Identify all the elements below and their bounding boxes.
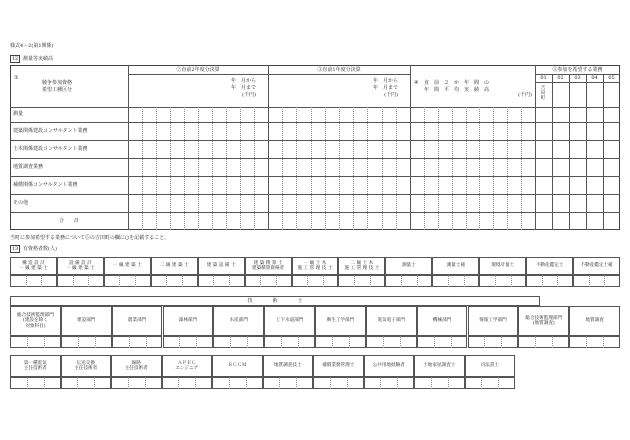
qual-row1-label-4: 建 築 設 備 士 [206, 263, 236, 269]
qual-row2-label-3: 森林部門 [178, 318, 198, 324]
qual-row2-count-7[interactable] [366, 336, 417, 348]
qual-row1-label-2: 一 級 建 築 士 [112, 263, 142, 269]
col3-from: 年 月から [372, 78, 398, 84]
qual-row1-count-11[interactable] [526, 275, 573, 287]
qual-row3-count-4[interactable] [212, 377, 263, 389]
qual-row1-label-12: 不動産鑑定士補 [580, 263, 613, 269]
section12-note: 当町に参加希望する業務について⑤の吉田町の欄に○を記載すること。 [10, 235, 170, 241]
row-label-other: その他 [13, 200, 29, 206]
qual-row1-count-5[interactable] [245, 275, 292, 287]
qual-row1-label-11: 不動産鑑定士 [535, 263, 564, 269]
gijutsushi-header: 技 術 士 [247, 298, 303, 304]
qual-row2-label-9: 情報工学部門 [479, 318, 507, 324]
section12-title: 測量等実績高 [23, 56, 54, 62]
row-label-survey: 測量 [13, 111, 24, 117]
qual-row3-label-2: 線路 主任技術者 [124, 360, 148, 371]
qual-row1-count-3[interactable] [151, 275, 198, 287]
col5-num-03: 03 [574, 75, 581, 81]
section13-number: 13 [11, 246, 19, 252]
qual-row2-label-5: 上下水道部門 [275, 318, 304, 324]
qual-row2-count-0[interactable] [10, 336, 61, 348]
row-label-arch-consultant: 建築関係建設コンサルタント業務 [13, 128, 88, 134]
col3-to: 年 月まで [372, 85, 398, 91]
qual-row3-label-7: 公共用地経験者 [372, 363, 405, 369]
qual-row1-count-1[interactable] [57, 275, 104, 287]
qual-row1-label-3: 二 級 建 築 士 [159, 263, 189, 269]
qual-row3-label-8: 土地家屋調査士 [423, 363, 456, 369]
qual-row2-label-11: 地質調査 [585, 318, 604, 324]
qual-row2-label-4: 水産部門 [229, 318, 248, 324]
qual-row3-label-9: 司法書士 [480, 363, 499, 369]
qual-row1-count-7[interactable] [338, 275, 385, 287]
section13-title: 有資格者数(人) [23, 246, 57, 252]
col5-num-01: 01 [540, 75, 547, 81]
qual-row1-label-1: 設 備 設 計 一 級 建 築 士 [65, 260, 95, 271]
qual-row2-count-8[interactable] [417, 336, 468, 348]
row-label-compensation: 補償関係コンサルタント業務 [13, 182, 78, 188]
col4-label-2: 年 間 平 均 実 績 高 [424, 87, 490, 93]
qual-row3-count-2[interactable] [111, 377, 162, 389]
qual-row3-count-8[interactable] [414, 377, 465, 389]
qual-row3-label-3: ＡＰＥＣ エンジニア [175, 360, 199, 371]
qual-row2-count-10[interactable] [518, 336, 569, 348]
row-label-civil-consultant: 土木関係建設コンサルタント業務 [13, 146, 88, 152]
qual-row2-label-1: 建設部門 [77, 318, 96, 324]
row-label-total: 合 計 [58, 218, 79, 224]
col1-label-2: 希望工種区分 [42, 87, 73, 93]
qual-row3-count-7[interactable] [364, 377, 415, 389]
qual-row2-count-2[interactable] [112, 336, 163, 348]
qual-row3-label-0: 第一種電気 主任技術者 [23, 360, 47, 371]
qual-row2-label-8: 機械部門 [432, 318, 452, 324]
qual-row2-count-3[interactable] [163, 336, 214, 348]
col5-header: ⑤参加を希望する業務 [552, 67, 603, 73]
qual-row1-label-7: 二 級 土 木 施 工 管 理 技 士 [344, 260, 380, 271]
col1-label-1: 競争参加資格 [42, 80, 73, 86]
qual-row1-label-0: 構 造 設 計 一 級 建 築 士 [19, 260, 48, 271]
col2-from: 年 月から [230, 78, 256, 84]
col5-num-02: 02 [557, 75, 564, 81]
section12-number: 12 [11, 56, 19, 62]
qual-row3-label-1: 伝送交換 主任技術者 [74, 360, 98, 371]
qual-row1-count-0[interactable] [10, 275, 57, 287]
qual-row1-count-2[interactable] [104, 275, 151, 287]
col4-label-1: 直 前 ２ か 年 間 の [424, 80, 490, 86]
qual-row3-count-1[interactable] [61, 377, 112, 389]
qual-row2-count-11[interactable] [569, 336, 620, 348]
col2-to: 年 月まで [230, 85, 256, 91]
col5-town-label: 吉田町 [540, 85, 545, 100]
qual-row2-count-5[interactable] [264, 336, 315, 348]
qual-row3-count-9[interactable] [465, 377, 516, 389]
col3-unit: (千円) [384, 92, 398, 98]
qual-row1-label-6: 一 級 土 木 施 工 管 理 技 士 [297, 260, 333, 271]
col1-number: ① [14, 75, 19, 81]
qual-row3-count-5[interactable] [263, 377, 314, 389]
qual-row3-label-4: ＲＣＣＭ [228, 363, 247, 369]
qual-row2-label-6: 衛生工学部門 [326, 318, 355, 324]
qual-row2-count-9[interactable] [468, 336, 519, 348]
col5-num-04: 04 [591, 75, 598, 81]
qual-row1-count-10[interactable] [479, 275, 526, 287]
qual-row1-count-8[interactable] [385, 275, 432, 287]
col5-num-05: 05 [608, 75, 615, 81]
qual-row1-count-4[interactable] [198, 275, 245, 287]
col4-number: ④ [414, 80, 419, 86]
col3-header: ③直前1年度分決算 [317, 67, 361, 73]
qual-row1-label-5: 建 築 積 算 士 建築積算資格者 [251, 260, 285, 271]
qual-row2-count-6[interactable] [315, 336, 366, 348]
form-id: 様式4－2(第1関係) [10, 43, 54, 49]
col2-header: ②直前2年度分決算 [176, 67, 220, 73]
row-label-geology: 地質調査業務 [13, 164, 44, 170]
qual-row3-count-3[interactable] [162, 377, 213, 389]
qual-row3-label-6: 補償業務管理士 [322, 363, 355, 369]
col4-unit: (千円) [518, 92, 532, 98]
qual-row2-label-7: 電気電子部門 [377, 318, 406, 324]
qual-row3-count-0[interactable] [10, 377, 61, 389]
qual-row2-label-2: 農業部門 [127, 318, 147, 324]
qual-row1-label-10: 環境計量士 [491, 263, 515, 269]
qual-row2-label-10: 総合技術監理部門 (地質調査) [525, 315, 563, 326]
qual-row2-count-4[interactable] [213, 336, 264, 348]
qual-row1-count-12[interactable] [573, 275, 620, 287]
qual-row2-count-1[interactable] [61, 336, 112, 348]
qual-row1-label-9: 測量士補 [446, 263, 465, 269]
qual-row3-count-6[interactable] [313, 377, 364, 389]
qual-row1-label-8: 測量士 [401, 263, 416, 269]
qual-row3-label-5: 地質調査技士 [273, 363, 302, 369]
qual-row1-count-9[interactable] [432, 275, 479, 287]
col2-unit: (千円) [242, 92, 256, 98]
qual-row1-count-6[interactable] [292, 275, 339, 287]
qual-row2-label-0: 総合技術監理部門 (建設を除く 対象科目) [17, 312, 54, 329]
